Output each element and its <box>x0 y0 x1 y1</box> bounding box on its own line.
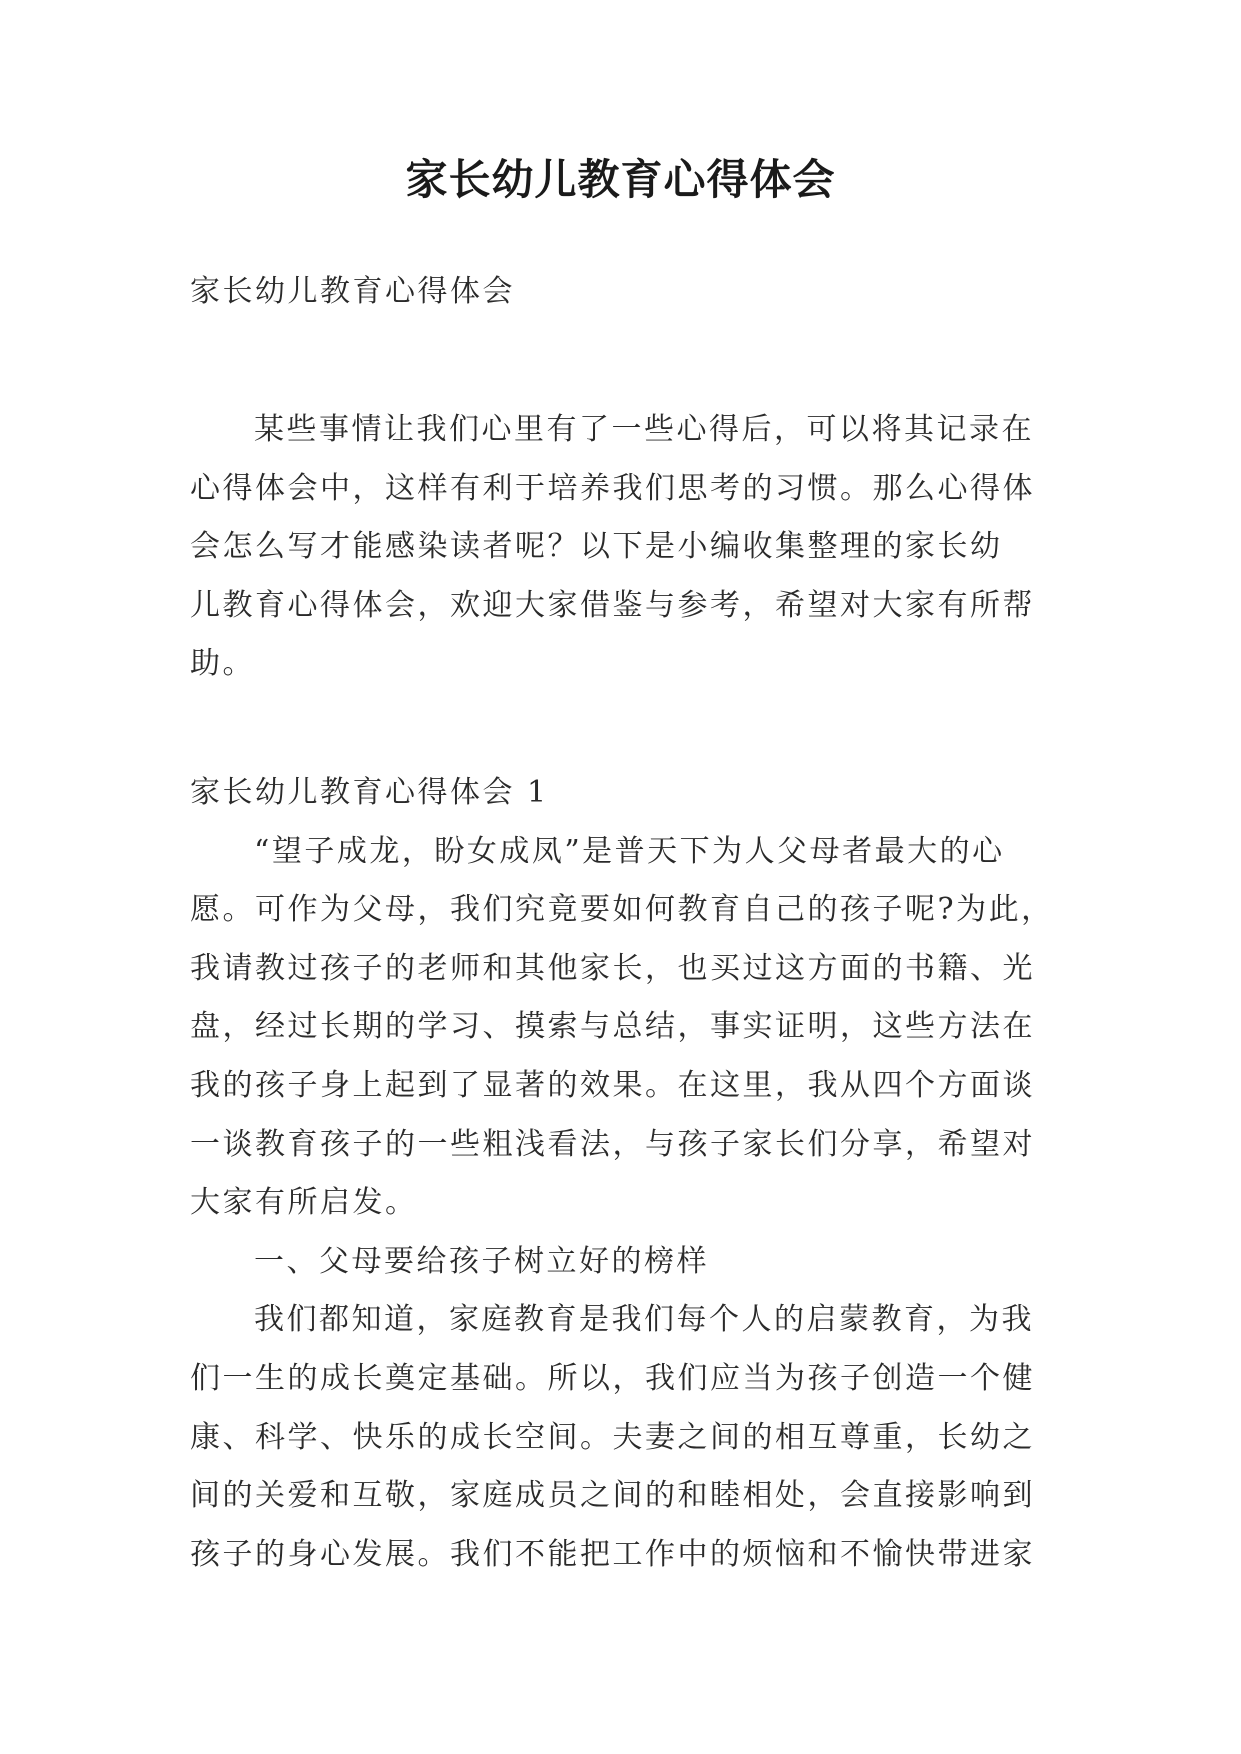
point-heading: 一、父母要给孩子树立好的榜样 <box>254 1243 709 1279</box>
text-line: 康、科学、快乐的成长空间。夫妻之间的相互尊重，长幼之 <box>190 1419 1035 1455</box>
text-line: 心得体会中，这样有利于培养我们思考的习惯。那么心得体 <box>190 470 1035 506</box>
text-line: 孩子的身心发展。我们不能把工作中的烦恼和不愉快带进家 <box>190 1536 1035 1572</box>
text-line: 愿。可作为父母，我们究竟要如何教育自己的孩子呢?为此， <box>190 892 1054 928</box>
section-heading: 家长幼儿教育心得体会 1 <box>190 775 549 810</box>
text-line: 一谈教育孩子的一些粗浅看法，与孩子家长们分享，希望对 <box>190 1126 1035 1162</box>
text-line: 助。 <box>190 646 255 682</box>
text-line: 间的关爱和互敬，家庭成员之间的和睦相处，会直接影响到 <box>190 1478 1035 1514</box>
text-line: 儿教育心得体会，欢迎大家借鉴与参考，希望对大家有所帮 <box>190 587 1035 623</box>
text-line: 们一生的成长奠定基础。所以，我们应当为孩子创造一个健 <box>190 1360 1035 1396</box>
text-line: 盘，经过长期的学习、摸索与总结，事实证明，这些方法在 <box>190 1009 1035 1045</box>
text-line: 会怎么写才能感染读者呢？以下是小编收集整理的家长幼 <box>190 529 1003 565</box>
text-line: 某些事情让我们心里有了一些心得后，可以将其记录在 <box>254 412 1034 447</box>
document-title: 家长幼儿教育心得体会 <box>405 155 836 204</box>
text-line: 我请教过孩子的老师和其他家长，也买过这方面的书籍、光 <box>190 950 1035 986</box>
text-line: 我的孩子身上起到了显著的效果。在这里，我从四个方面谈 <box>190 1067 1035 1103</box>
section-1 <box>190 764 1060 1584</box>
intro-paragraph <box>190 401 1060 694</box>
text-line: 大家有所启发。 <box>190 1185 418 1221</box>
text-line: “望子成龙，盼女成凤”是普天下为人父母者最大的心 <box>254 833 1005 869</box>
document-subtitle: 家长幼儿教育心得体会 <box>190 274 515 309</box>
text-line: 我们都知道，家庭教育是我们每个人的启蒙教育，为我 <box>254 1302 1034 1338</box>
